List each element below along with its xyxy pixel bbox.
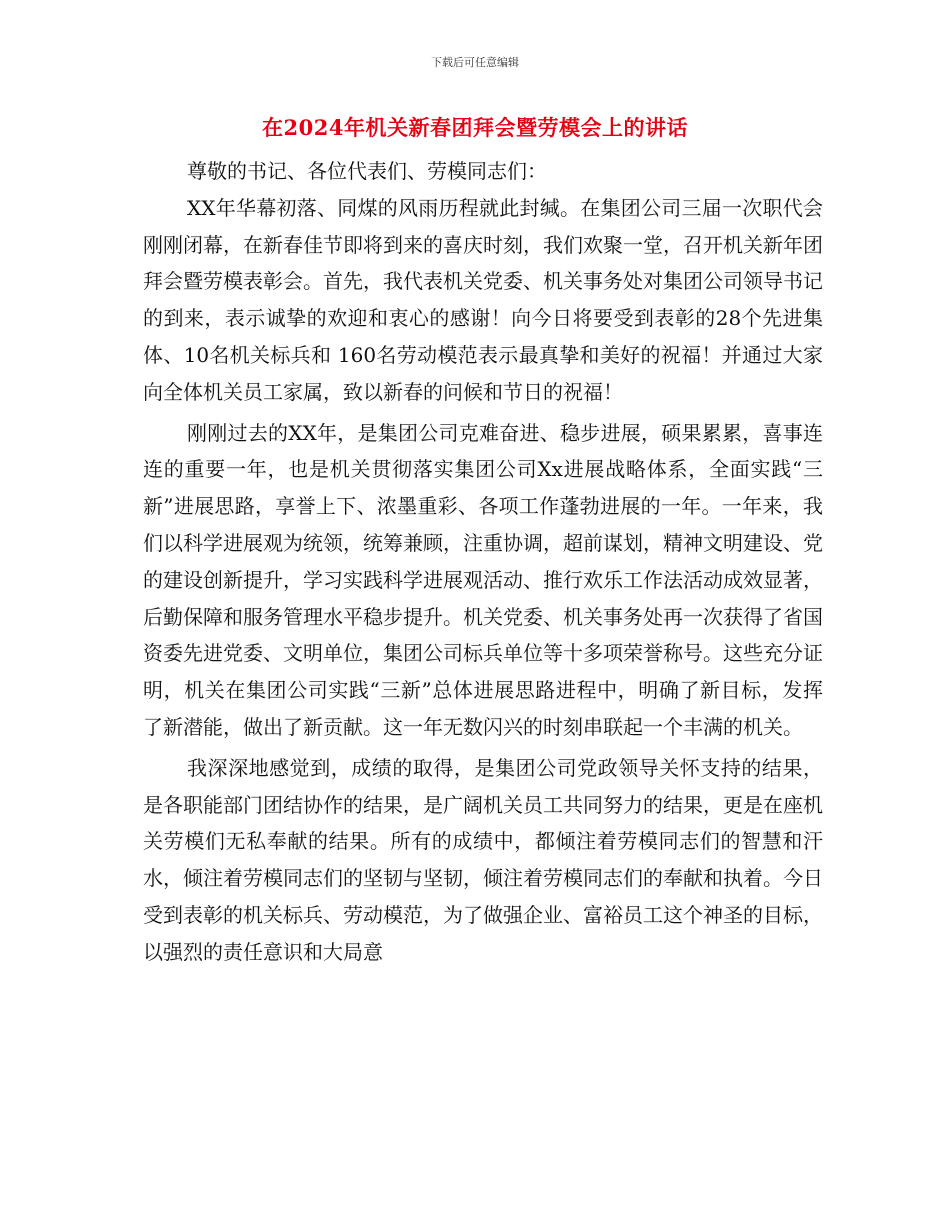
paragraph-3: 我深深地感觉到，成绩的取得，是集团公司党政领导关怀支持的结果，是各职能部门团结协作的结果，是广阔机关员工共同努力的结果，更是在座机关劳模们无私奉献的结果。所有的成绩中，都倾注着劳模同志们的智慧和汗水，倾注着劳模同志们的坚韧与坚韧，倾注着劳模同志们的奉献和执着。今日受到表彰的机关标兵、劳动模范，为了做强企业、富裕员工这个神圣的目标，以强烈的责任意识和大局意	[143, 755, 823, 964]
paragraph-2: 刚刚过去的XX年，是集团公司克难奋进、稳步进展，硕果累累，喜事连连的重要一年，也是机关贯彻落实集团公司Xx进展战略体系，全面实践“三新”进展思路，享誉上下、浓墨重彩、各项工作蓬勃进展的一年。一年来，我们以科学进展观为统领，统筹兼顾，注重协调，超前谋划，精神文明建设、党的建设创新提升，学习实践科学进展观活动、推行欢乐工作法活动成效显著，后勤保障和服务管理水平稳步提升。机关党委、机关事务处再一次获得了省国资委先进党委、文明单位，集团公司标兵单位等十多项荣誉称号。这些充分证明，机关在集团公司实践“三新”总体进展思路进程中，明确了新目标，发挥了新潜能，做出了新贡献。这一年无数闪兴的时刻串联起一个丰满的机关。	[143, 420, 823, 739]
salutation: 尊敬的书记、各位代表们、劳模同志们：	[187, 159, 547, 183]
document-body	[143, 153, 823, 975]
header-note: 下载后可任意编辑	[431, 56, 519, 69]
paragraph-1: XX年华幕初落、同煤的风雨历程就此封缄。在集团公司三届一次职代会刚刚闭幕，在新春佳节即将到来的喜庆时刻，我们欢聚一堂，召开机关新年团拜会暨劳模表彰会。首先，我代表机关党委、机关事务处对集团公司领导书记的到来，表示诚挚的欢迎和衷心的感谢！向今日将要受到表彰的28个先进集体、10名机关标兵和 160名劳动模范表示最真挚和美好的祝福！并通过大家向全体机关员工家属，致以新春的问候和节日的祝福！	[143, 195, 823, 404]
document-title: 在2024年机关新春团拜会暨劳模会上的讲话	[262, 115, 688, 140]
